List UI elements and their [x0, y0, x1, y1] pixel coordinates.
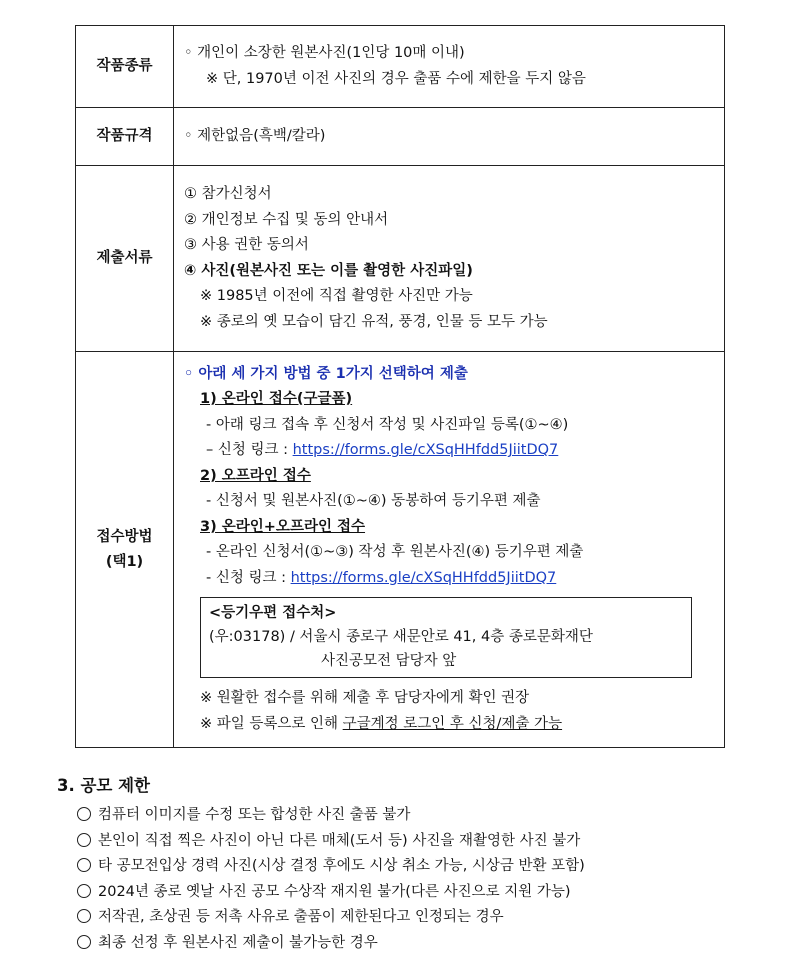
online-link-line	[184, 438, 714, 464]
restriction-item: 최종 선정 후 원본사진 제출이 불가능한 경우	[57, 931, 757, 957]
document-item: ③ 사용 권한 동의서	[184, 237, 309, 253]
row-label-submission-method	[76, 352, 174, 748]
work-spec-line: ◦ 제한없음(흑백/칼라)	[184, 127, 326, 144]
method-note-login: ※ 파일 등록으로 인해 구글계정 로그인 후 신청/제출 가능	[200, 715, 563, 732]
circle-bullet-icon	[77, 858, 91, 872]
method-intro: ◦ 아래 세 가지 방법 중 1가지 선택하여 제출	[184, 365, 468, 382]
restriction-item: 저작권, 초상권 등 저촉 사유로 출품이 제한된다고 인정되는 경우	[57, 905, 757, 931]
row-label-work-type: 작품종류	[76, 26, 174, 108]
row-label-work-spec: 작품규격	[76, 108, 174, 166]
work-spec-content	[174, 108, 725, 166]
circle-bullet-icon	[77, 935, 91, 949]
circle-bullet-icon	[77, 909, 91, 923]
row-submission-method	[76, 352, 725, 748]
online-link-prefix: – 신청 링크 :	[206, 442, 293, 459]
work-type-line: ◦ 개인이 소장한 원본사진(1인당 10매 이내)	[184, 45, 465, 61]
mail-recipient: 사진공모전 담당자 앞	[321, 653, 457, 670]
document-note: ※ 종로의 옛 모습이 담긴 유적, 풍경, 인물 등 모두 가능	[200, 313, 548, 330]
mail-title: <등기우편 접수처>	[209, 605, 337, 622]
offline-desc: - 신청서 및 원본사진(①~④) 동봉하여 등기우편 제출	[206, 493, 541, 510]
method-label: 접수방법	[96, 528, 153, 545]
section-title: 3. 공모 제한	[57, 776, 150, 795]
restriction-item: 컴퓨터 이미지를 수정 또는 합성한 사진 출품 불가	[57, 803, 757, 829]
document-item: ② 개인정보 수집 및 동의 안내서	[184, 211, 389, 228]
row-documents	[76, 166, 725, 352]
method-label-sub: (택1)	[105, 553, 144, 570]
online-form-link[interactable]: https://forms.gle/cXSqHHfdd5JiitDQ7	[292, 442, 559, 459]
restriction-item: 타 공모전입상 경력 사진(시상 결정 후에도 시상 취소 가능, 시상금 반환 포함)	[57, 854, 757, 880]
offline-title: 2) 오프라인 접수	[200, 467, 311, 484]
circle-bullet-icon	[77, 884, 91, 898]
row-label-documents: 제출서류	[76, 166, 174, 352]
combined-link-line	[184, 566, 714, 592]
circle-bullet-icon	[77, 807, 91, 821]
combined-form-link[interactable]: https://forms.gle/cXSqHHfdd5JiitDQ7	[290, 569, 557, 586]
document-item: ① 참가신청서	[184, 186, 272, 202]
row-work-type	[76, 26, 725, 108]
combined-link-prefix: - 신청 링크 :	[206, 569, 291, 586]
restrictions-section	[57, 773, 757, 956]
work-type-note: ※ 단, 1970년 이전 사진의 경우 출품 수에 제한을 두지 않음	[206, 70, 586, 87]
info-table	[75, 25, 725, 748]
mail-address-box	[200, 597, 692, 678]
work-type-content	[174, 26, 725, 108]
online-title: 1) 온라인 접수(구글폼)	[200, 391, 353, 408]
documents-content	[174, 166, 725, 352]
submission-method-content	[174, 352, 725, 748]
row-work-spec	[76, 108, 725, 166]
restriction-item: 본인이 직접 찍은 사진이 아닌 다른 매체(도서 등) 사진을 재촬영한 사진 불가	[57, 829, 757, 855]
combined-desc: - 온라인 신청서(①~③) 작성 후 원본사진(④) 등기우편 제출	[206, 544, 584, 561]
circle-bullet-icon	[77, 833, 91, 847]
google-login-note: 구글계정 로그인 후 신청/제출 가능	[342, 715, 563, 732]
method-note: ※ 원활한 접수를 위해 제출 후 담당자에게 확인 권장	[200, 690, 530, 707]
mail-address: (우:03178) / 서울시 종로구 새문안로 41, 4층 종로문화재단	[209, 629, 593, 646]
combined-title: 3) 온라인+오프라인 접수	[200, 518, 366, 535]
restriction-item: 2024년 종로 옛날 사진 공모 수상작 재지원 불가(다른 사진으로 지원 가능)	[57, 880, 757, 906]
document-item: ④ 사진(원본사진 또는 이를 촬영한 사진파일)	[184, 262, 473, 279]
document-note: ※ 1985년 이전에 직접 촬영한 사진만 가능	[200, 288, 473, 304]
online-desc: - 아래 링크 접속 후 신청서 작성 및 사진파일 등록(①~④)	[206, 416, 569, 433]
